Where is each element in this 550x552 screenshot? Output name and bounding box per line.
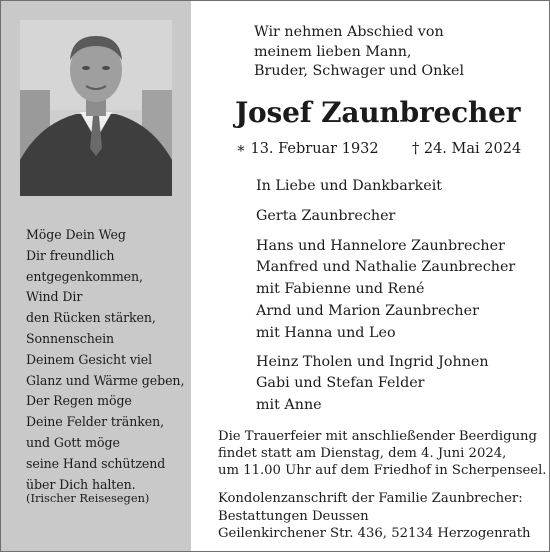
contact-line: Kondolenzanschrift der Familie Zaunbrecher: <box>218 491 523 506</box>
mourner-line: mit Anne <box>256 397 322 414</box>
intro-line: meinem lieben Mann, <box>254 43 412 60</box>
mourner-line: Heinz Tholen und Ingrid Johnen <box>256 353 489 370</box>
notice-line: Die Trauerfeier mit anschließender Beerdigung <box>218 429 537 444</box>
poem-line: und Gott möge <box>26 434 120 450</box>
poem-line: Wind Dir <box>26 289 83 305</box>
poem-line: entgegenkommen, <box>26 268 143 284</box>
mourner-line: In Liebe und Dankbarkeit <box>256 178 443 194</box>
condolence-address <box>218 490 531 543</box>
poem-line: den Rücken stärken, <box>26 310 156 326</box>
portrait-photo <box>20 20 172 196</box>
poem-source: (Irischer Reisesegen) <box>26 491 150 505</box>
mourner-line: Gabi und Stefan Felder <box>256 375 425 392</box>
contact-line: Geilenkirchener Str. 436, 52134 Herzogenrath <box>218 526 531 541</box>
mourner-line: Hans und Hannelore Zaunbrecher <box>256 237 505 254</box>
notice-line: um 11.00 Uhr auf dem Friedhof in Scherpenseel. <box>218 463 547 479</box>
poem-line: Möge Dein Weg <box>26 227 126 242</box>
mourners-group <box>256 206 515 228</box>
mourner-line: Manfred und Nathalie Zaunbrecher <box>256 259 516 276</box>
poem-line: seine Hand schützend <box>26 455 166 471</box>
funeral-notice <box>218 428 546 480</box>
intro-text <box>254 23 464 82</box>
mourner-line: Arnd und Marion Zaunbrecher <box>256 302 479 319</box>
poem-line: Glanz und Wärme geben, <box>26 372 185 388</box>
poem-line: über Dich halten. <box>26 476 136 492</box>
contact-line: Bestattungen Deussen <box>218 508 369 524</box>
mourner-line: Gerta Zaunbrecher <box>256 207 396 224</box>
poem-line: Deinem Gesicht viel <box>26 351 153 367</box>
main-content <box>191 0 549 552</box>
poem <box>26 225 188 495</box>
intro-line: Wir nehmen Abschied von <box>254 24 444 40</box>
poem-line: Sonnenschein <box>26 330 115 346</box>
birth-date: ∗ 13. Februar 1932 <box>236 141 379 157</box>
mourners-list <box>256 176 515 417</box>
poem-line: Der Regen möge <box>26 393 132 409</box>
mourners-group <box>256 352 515 417</box>
poem-line: Deine Felder tränken, <box>26 414 165 430</box>
portrait-photo-icon <box>20 20 172 196</box>
sidebar <box>1 1 191 551</box>
notice-line: findet statt am Dienstag, dem 4. Juni 2024, <box>218 446 507 462</box>
intro-line: Bruder, Schwager und Onkel <box>254 63 465 79</box>
deceased-name: Josef Zaunbrecher <box>235 96 521 129</box>
mourner-line: mit Hanna und Leo <box>256 324 396 341</box>
mourners-group <box>256 176 515 198</box>
mourners-group <box>256 236 515 345</box>
death-date: † 24. Mai 2024 <box>412 141 522 157</box>
poem-line: Dir freundlich <box>26 247 115 263</box>
mourner-line: mit Fabienne und René <box>256 281 425 298</box>
